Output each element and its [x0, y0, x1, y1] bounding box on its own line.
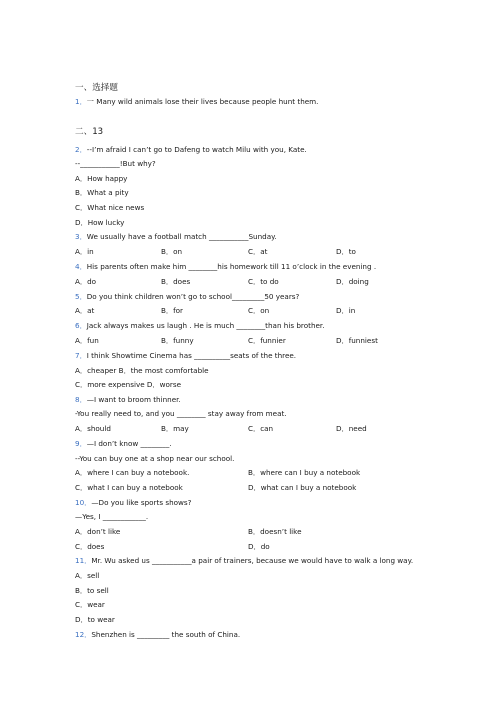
question-line: —Yes, I ____________.: [75, 512, 149, 521]
option-a: A．do: [75, 277, 97, 286]
question-line: --You can buy one at a shop near our school.: [75, 454, 235, 463]
question-number: 3．: [75, 232, 87, 241]
question-text: —I don’t know ________.: [86, 439, 172, 448]
question-text: Jack always makes us laugh . He is much ________than his brother.: [86, 321, 325, 330]
question-1: [75, 97, 318, 107]
option-a: A．should: [75, 424, 111, 433]
option-c: C．on: [248, 306, 270, 315]
question-11: [75, 556, 413, 566]
question-text: Mr. Wu asked us ___________a pair of trainers, because we would have to walk a long way.: [91, 556, 414, 565]
option-b: B．to sell: [75, 586, 109, 595]
option-d: D．to wear: [75, 615, 115, 624]
option-b: B．on: [161, 247, 183, 256]
question-12: [75, 630, 240, 640]
option-a: A．fun: [75, 336, 99, 345]
option-c: C．what I can buy a notebook: [75, 483, 183, 492]
question-text: I think Showtime Cinema has __________seats of the three.: [86, 351, 297, 360]
question-text: —I want to broom thinner.: [86, 395, 181, 404]
question-text: Shenzhen is _________ the south of China.: [91, 630, 241, 639]
question-10: [75, 498, 192, 508]
question-text: Do you think children won’t go to school_________50 years?: [86, 292, 300, 301]
question-number: 6．: [75, 321, 87, 330]
question-text: We usually have a football match ___________Sunday.: [86, 232, 277, 241]
option-d: D．funniest: [336, 336, 378, 345]
question-number: 12．: [75, 630, 92, 639]
question-number: 5．: [75, 292, 87, 301]
question-5: [75, 292, 299, 302]
question-number: 11．: [75, 556, 92, 565]
question-number: 8．: [75, 395, 87, 404]
question-7: [75, 351, 296, 361]
question-3: [75, 232, 277, 242]
option-b: B．funny: [161, 336, 194, 345]
question-6: [75, 321, 325, 331]
question-4: [75, 262, 376, 272]
section-title: 二、13: [75, 127, 104, 137]
option-c: C．funnier: [248, 336, 286, 345]
question-number: 9．: [75, 439, 87, 448]
option-a: A．at: [75, 306, 95, 315]
option-c: C．can: [248, 424, 274, 433]
option-b: B．may: [161, 424, 189, 433]
option-c: C．to do: [248, 277, 279, 286]
question-9: [75, 439, 172, 449]
section-title: 一、选择题: [75, 83, 118, 93]
option-d: D．do: [248, 542, 270, 551]
option-c: C．wear: [75, 600, 105, 609]
option-a: A．where I can buy a notebook.: [75, 468, 190, 477]
option-a: A．in: [75, 247, 94, 256]
option-a: A．don’t like: [75, 527, 121, 536]
question-text: --I’m afraid I can’t go to Dafeng to watch Milu with you, Kate.: [86, 145, 307, 154]
options-line: C．more expensive D．worse: [75, 380, 182, 389]
option-d: D．need: [336, 424, 367, 433]
option-b: B．does: [161, 277, 191, 286]
question-number: 10．: [75, 498, 92, 507]
option-a: A．How happy: [75, 174, 128, 183]
question-2: [75, 145, 307, 155]
option-d: D．to: [336, 247, 356, 256]
question-text: —Do you like sports shows?: [91, 498, 192, 507]
question-line: --___________!But why?: [75, 159, 156, 168]
option-b: B．doesn’t like: [248, 527, 302, 536]
question-number: 4．: [75, 262, 87, 271]
question-text: His parents often make him ________his homework till 11 o’clock in the evening .: [86, 262, 377, 271]
option-b: B．for: [161, 306, 184, 315]
question-number: 2．: [75, 145, 87, 154]
option-d: D．what can I buy a notebook: [248, 483, 357, 492]
option-b: B．What a pity: [75, 188, 129, 197]
options-line: A．cheaper B．the most comfortable: [75, 366, 209, 375]
option-c: C．What nice news: [75, 203, 145, 212]
option-d: D．doing: [336, 277, 369, 286]
question-8: [75, 395, 181, 405]
question-text: 一 Many wild animals lose their lives because people hunt them.: [86, 97, 319, 106]
question-number: 1．: [75, 97, 87, 106]
question-line: -You really need to, and you ________ stay away from meat.: [75, 409, 287, 418]
option-c: C．does: [75, 542, 105, 551]
option-d: D．How lucky: [75, 218, 125, 227]
question-number: 7．: [75, 351, 87, 360]
option-a: A．sell: [75, 571, 100, 580]
option-b: B．where can I buy a notebook: [248, 468, 361, 477]
option-c: C．at: [248, 247, 268, 256]
option-d: D．in: [336, 306, 356, 315]
